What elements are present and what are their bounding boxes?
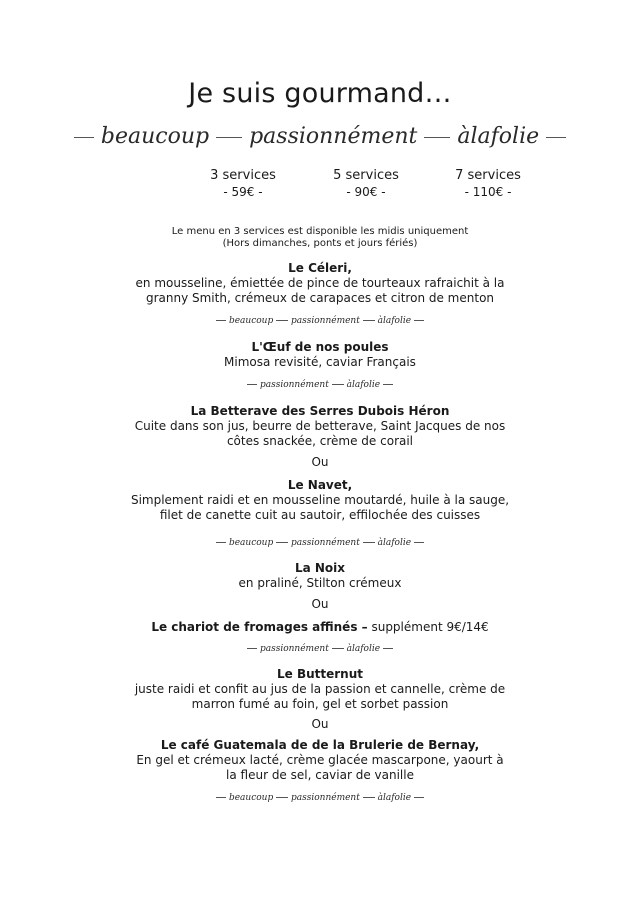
dish-description-line-1: En gel et crémeux lacté, crème glacée mascarpone, yaourt à <box>136 753 504 767</box>
separator-word-beaucoup: beaucoup <box>228 793 274 803</box>
dish-noix <box>0 561 640 591</box>
separator-flourish <box>424 137 450 138</box>
dish-description-line-1: Simplement raidi et en mousseline moutardé, huile à la sauge, <box>130 493 510 507</box>
dish-fromages <box>0 620 640 635</box>
tier-price: - 90€ - <box>346 185 386 199</box>
separator-word-passionnement: passionnément <box>290 538 360 548</box>
or-label: Ou <box>311 597 329 611</box>
dish-description-line-1: Cuite dans son jus, beurre de betterave, Saint Jacques de nos <box>134 419 506 433</box>
or-label: Ou <box>311 455 329 469</box>
separator-flourish <box>332 648 344 649</box>
dish-name: L'Œuf de nos poules <box>251 340 389 354</box>
separator-flourish <box>216 320 226 321</box>
note-line-2: (Hors dimanches, ponts et jours fériés) <box>222 238 418 249</box>
separator-flourish <box>363 542 375 543</box>
separator-word-passionnement: passionnément <box>290 316 360 326</box>
dish-name: Le Navet, <box>287 478 353 492</box>
availability-note <box>0 226 640 250</box>
tier-label: 7 services <box>455 168 521 183</box>
dish-name: Le Butternut <box>276 667 363 681</box>
dish-butternut <box>0 667 640 712</box>
separator-flourish <box>216 542 226 543</box>
separator-flourish <box>383 384 393 385</box>
separator-word-beaucoup: beaucoup <box>100 124 210 149</box>
tier-price: - 110€ - <box>464 185 512 199</box>
separator-flourish <box>546 137 566 138</box>
tier-label: 5 services <box>333 168 399 183</box>
script-separator-small <box>0 380 640 390</box>
separator-word-passionnement: passionnément <box>249 124 418 149</box>
dish-description-line-2: filet de canette cuit au sautoir, effilochée des cuisses <box>159 508 481 522</box>
tier-price: - 59€ - <box>223 185 263 199</box>
dish-name: Le café Guatemala de de la Brulerie de Bernay, <box>160 738 480 752</box>
separator-flourish <box>247 648 257 649</box>
separator-word-beaucoup: beaucoup <box>228 316 274 326</box>
tier-5-services <box>296 168 436 200</box>
separator-word-alafolie: àlafolie <box>346 644 381 654</box>
script-separator-small <box>0 316 640 326</box>
separator-flourish <box>363 320 375 321</box>
pricing-tiers <box>0 168 640 208</box>
dish-description-line-2: granny Smith, crémeux de carapaces et citron de menton <box>145 291 495 305</box>
dish-name: La Noix <box>294 561 346 575</box>
separator-word-alafolie: àlafolie <box>377 316 412 326</box>
separator-flourish <box>216 797 226 798</box>
dish-description-line-1: juste raidi et confit au jus de la passion et cannelle, crème de <box>134 682 506 696</box>
separator-word-passionnement: passionnément <box>290 793 360 803</box>
separator-word-passionnement: passionnément <box>259 380 329 390</box>
separator-flourish <box>414 797 424 798</box>
separator-word-passionnement: passionnément <box>259 644 329 654</box>
script-separator-large <box>0 124 640 149</box>
separator-word-alafolie: àlafolie <box>377 793 412 803</box>
separator-flourish <box>276 320 288 321</box>
separator-flourish <box>216 137 242 138</box>
separator-flourish <box>247 384 257 385</box>
dish-betterave <box>0 404 640 449</box>
tier-7-services <box>418 168 558 200</box>
tier-3-services <box>173 168 313 200</box>
dish-navet <box>0 478 640 523</box>
script-separator-small <box>0 793 640 803</box>
separator-flourish <box>332 384 344 385</box>
separator-word-beaucoup: beaucoup <box>228 538 274 548</box>
tier-label: 3 services <box>210 168 276 183</box>
separator-word-alafolie: àlafolie <box>377 538 412 548</box>
separator-flourish <box>363 797 375 798</box>
note-line-1: Le menu en 3 services est disponible les midis uniquement <box>171 226 469 237</box>
separator-flourish <box>74 137 94 138</box>
dish-name: Le chariot de fromages affinés – <box>151 620 368 634</box>
dish-cafe <box>0 738 640 783</box>
dish-name: La Betterave des Serres Dubois Héron <box>190 404 450 418</box>
separator-flourish <box>414 542 424 543</box>
script-separator-small <box>0 644 640 654</box>
dish-name: Le Céleri, <box>288 261 352 275</box>
dish-description-line-1: Mimosa revisité, caviar Français <box>224 355 416 369</box>
dish-celeri <box>0 261 640 306</box>
separator-word-alafolie: àlafolie <box>457 124 540 149</box>
separator-flourish <box>276 797 288 798</box>
dish-description-line-2: côtes snackée, crème de corail <box>226 434 414 448</box>
menu-title: Je suis gourmand… <box>188 78 452 109</box>
separator-flourish <box>414 320 424 321</box>
separator-flourish <box>276 542 288 543</box>
dish-description-line-1: en mousseline, émiettée de pince de tourteaux rafraichit à la <box>135 276 505 290</box>
dish-description-line-2: marron fumé au foin, gel et sorbet passion <box>191 697 449 711</box>
or-label: Ou <box>311 717 329 731</box>
dish-description-line-2: la fleur de sel, caviar de vanille <box>226 768 414 782</box>
dish-oeuf <box>0 340 640 370</box>
script-separator-small <box>0 538 640 548</box>
dish-description-line-1: en praliné, Stilton crémeux <box>238 576 402 590</box>
separator-word-alafolie: àlafolie <box>346 380 381 390</box>
separator-flourish <box>383 648 393 649</box>
supplement-price: supplément 9€/14€ <box>367 620 489 634</box>
